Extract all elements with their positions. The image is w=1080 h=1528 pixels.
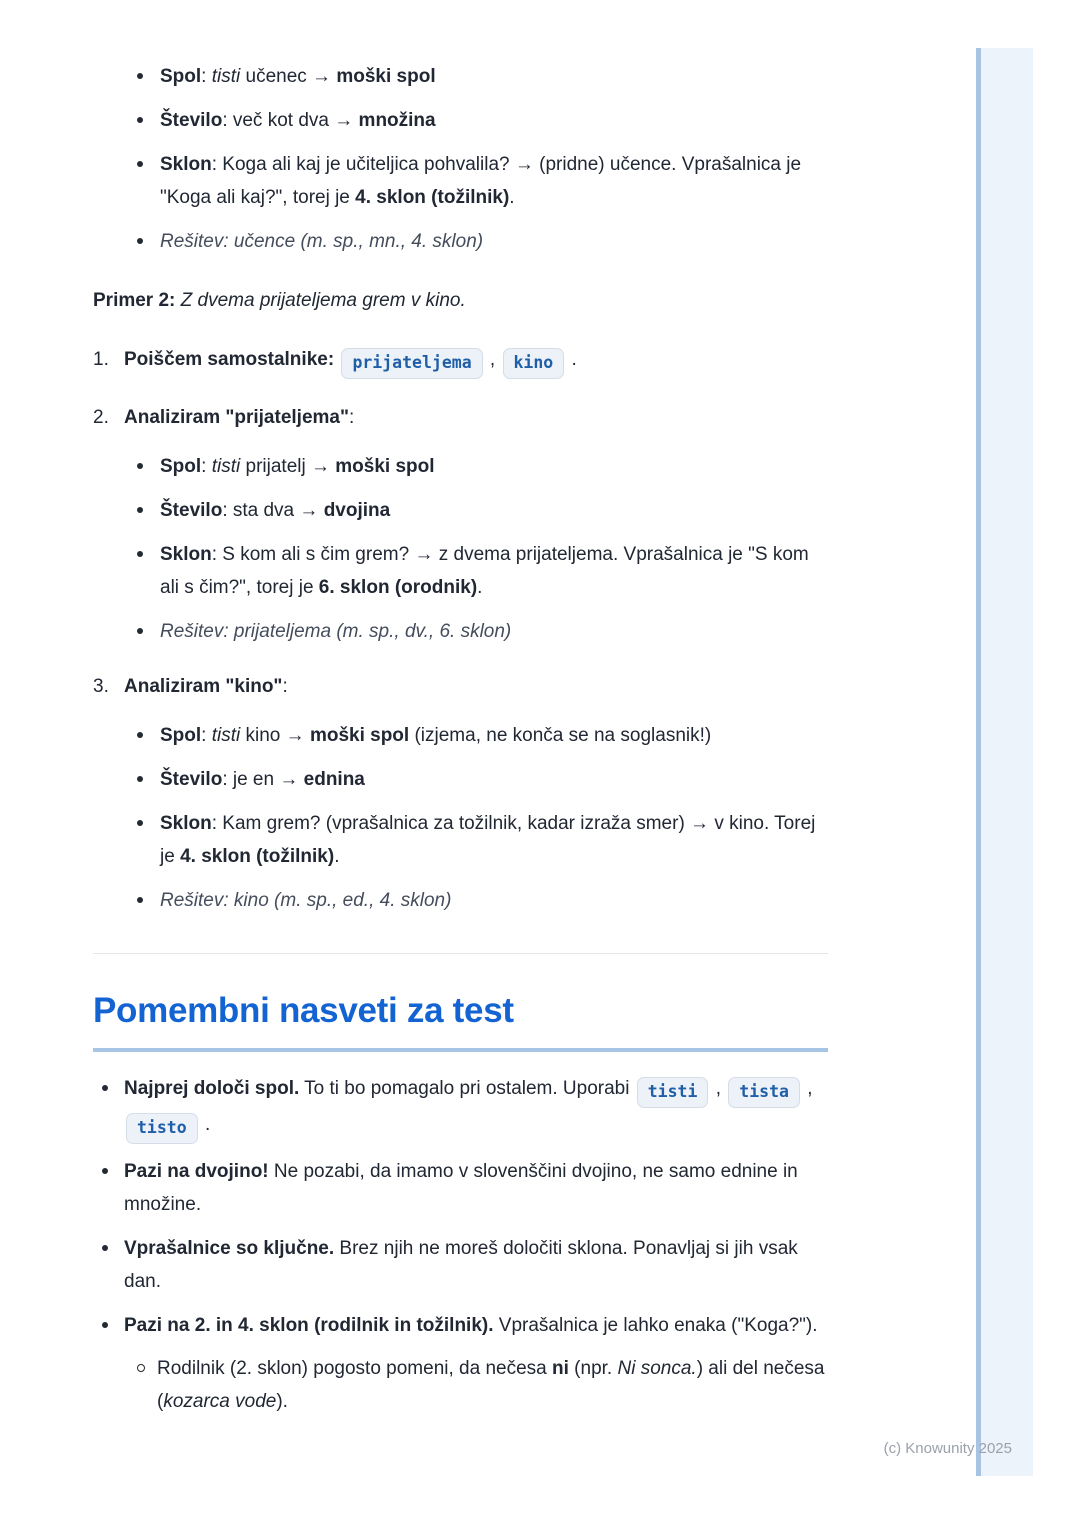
list-item-text (160, 104, 828, 137)
text-segment: : je en → (222, 769, 304, 790)
bullet-icon (137, 238, 143, 244)
text-segment: (izjema, ne konča se na soglasnik!) (409, 725, 712, 746)
list-item-text (160, 494, 828, 527)
text-segment: : (201, 725, 212, 746)
text-segment: Analiziram "kino" (124, 676, 283, 697)
text-segment: 4. sklon (tožilnik) (355, 187, 510, 208)
text-segment: kino → (240, 725, 310, 746)
text-segment: . (199, 1114, 211, 1135)
code-chip: prijateljema (341, 348, 482, 379)
bullet-icon (137, 551, 143, 557)
text-segment: Število (160, 769, 223, 790)
text-segment: Rešitev: kino (m. sp., ed., 4. sklon) (160, 890, 452, 911)
bullet-icon (137, 820, 143, 826)
text-segment: : več kot dva → (222, 110, 359, 131)
text-segment: prijatelj → (240, 456, 336, 477)
bullet-icon (102, 1245, 108, 1251)
text-segment: Ni sonca. (617, 1358, 697, 1379)
text-segment: : S kom ali s čim grem? → z dvema prijateljema. Vprašalnica je "S kom ali s čim?", torej je (160, 544, 809, 598)
text-segment: Pazi na 2. in 4. sklon (rodilnik in tožilnik). (124, 1315, 494, 1336)
text-segment: : (201, 456, 212, 477)
bullet-icon (102, 1085, 108, 1091)
list-item (93, 148, 828, 214)
text-segment: Rešitev: učence (m. sp., mn., 4. sklon) (160, 231, 484, 252)
list-item-text (124, 670, 828, 703)
text-segment: : sta dva → (222, 500, 324, 521)
list-item-text (160, 807, 828, 873)
code-chip: kino (503, 348, 565, 379)
list-item-text (160, 884, 828, 917)
text-segment: , (484, 349, 501, 370)
text-segment: Poiščem samostalnike: (124, 349, 340, 370)
list-item (124, 1352, 828, 1418)
text-segment: Pazi na dvojino! (124, 1161, 269, 1182)
section-heading: Pomembni nasveti za test (93, 990, 828, 1052)
text-segment: . (477, 577, 483, 598)
text-segment: učenec → (240, 66, 337, 87)
list-item (93, 401, 828, 648)
list-item (124, 763, 828, 796)
bullet-icon (102, 1322, 108, 1328)
text-segment: Sklon (160, 154, 212, 175)
text-segment: , (801, 1078, 813, 1099)
text-segment: Spol (160, 66, 202, 87)
text-segment: Brez njih ne moreš določiti sklona. Ponavljaj si jih vsak dan. (124, 1238, 798, 1292)
list-item (93, 225, 828, 258)
list-item-text (160, 538, 828, 604)
text-segment: : (282, 676, 288, 697)
text-segment: 4. sklon (tožilnik) (180, 846, 335, 867)
list-item (124, 450, 828, 483)
text-segment: Število (160, 500, 223, 521)
list-item (93, 1155, 828, 1221)
text-segment: Sklon (160, 544, 212, 565)
bullet-icon (137, 776, 143, 782)
list-item (124, 719, 828, 752)
bullet-list (93, 1072, 828, 1418)
list-item-text (160, 763, 828, 796)
bullet-list (124, 450, 828, 648)
item-number: 3. (93, 676, 109, 697)
text-segment: Sklon (160, 813, 212, 834)
item-number: 2. (93, 407, 109, 428)
item-number: 1. (93, 349, 109, 370)
text-segment: moški spol (309, 725, 410, 746)
list-item-text (157, 1352, 828, 1418)
list-item-text (160, 148, 828, 214)
bullet-icon (137, 73, 143, 79)
copyright-note: (c) Knowunity 2025 (883, 1440, 1012, 1457)
list-item-text (124, 401, 828, 434)
ordered-list (93, 343, 828, 917)
text-segment: : Kam grem? (vprašalnica za tožilnik, kadar izraža smer) → v kino. Torej je (160, 813, 816, 867)
text-segment: moški spol (336, 66, 436, 87)
list-item-text (124, 343, 828, 379)
list-item (124, 807, 828, 873)
text-segment: : (201, 66, 212, 87)
list-item (124, 494, 828, 527)
list-item-text (160, 615, 828, 648)
list-item-text (124, 1232, 828, 1298)
text-segment: tisti (211, 725, 241, 746)
code-chip: tisti (637, 1077, 709, 1108)
text-segment: ) ali del nečesa ( (157, 1358, 825, 1412)
text-segment: ednina (303, 769, 365, 790)
text-segment: 6. sklon (orodnik) (318, 577, 478, 598)
text-segment: : (349, 407, 355, 428)
text-segment: Z dvema prijateljema grem v kino. (180, 290, 466, 311)
list-item-text (160, 450, 828, 483)
text-segment: Analiziram "prijateljema" (124, 407, 349, 428)
list-item-text (160, 225, 828, 258)
text-segment: Spol (160, 725, 202, 746)
bullet-icon (137, 161, 143, 167)
text-segment: Najprej določi spol. (124, 1078, 300, 1099)
list-item (93, 1072, 828, 1144)
bullet-icon (137, 117, 143, 123)
code-chip: tista (728, 1077, 800, 1108)
text-segment: Primer 2: (93, 290, 176, 311)
example-sentence (93, 284, 828, 317)
list-item-text (124, 1309, 828, 1342)
text-segment: : Koga ali kaj je učiteljica pohvalila? → (pridne) učence. Vprašalnica je "Koga ali kaj?", torej je (160, 154, 802, 208)
text-segment: . (509, 187, 515, 208)
text-segment: Spol (160, 456, 202, 477)
bullet-list (93, 60, 828, 258)
list-item-text (124, 1155, 828, 1221)
text-segment: moški spol (335, 456, 435, 477)
text-segment: ). (276, 1391, 288, 1412)
list-item (93, 670, 828, 917)
bullet-icon (137, 897, 143, 903)
text-segment: ni (552, 1358, 569, 1379)
text-segment: tisti (211, 456, 241, 477)
text-segment: tisti (211, 66, 241, 87)
bullet-icon (137, 628, 143, 634)
list-item (93, 104, 828, 137)
list-item-text (160, 60, 828, 93)
bullet-icon (137, 732, 143, 738)
code-chip: tisto (126, 1113, 198, 1144)
bullet-icon (137, 463, 143, 469)
text-segment: . (334, 846, 340, 867)
list-item (124, 615, 828, 648)
circle-bullet-icon (137, 1364, 145, 1372)
text-segment: dvojina (323, 500, 391, 521)
text-segment: , (710, 1078, 727, 1099)
text-segment: To ti bo pomagalo pri ostalem. Uporabi (299, 1078, 635, 1099)
page-scrollbar[interactable] (976, 48, 1033, 1476)
text-segment: Vprašalnica je lahko enaka ("Koga?"). (493, 1315, 818, 1336)
text-segment: Rešitev: prijateljema (m. sp., dv., 6. sklon) (160, 621, 512, 642)
bullet-list (124, 1352, 828, 1418)
text-segment: . (566, 349, 577, 370)
text-segment: Število (160, 110, 223, 131)
list-item (124, 538, 828, 604)
text-segment: kozarca vode (163, 1391, 277, 1412)
text-segment: (npr. (568, 1358, 618, 1379)
bullet-list (124, 719, 828, 917)
section-divider (93, 953, 828, 954)
text-segment: množina (358, 110, 436, 131)
list-item (124, 884, 828, 917)
list-item (93, 1232, 828, 1298)
list-item (93, 343, 828, 379)
text-segment: Vprašalnice so ključne. (124, 1238, 335, 1259)
text-segment: Ne pozabi, da imamo v slovenščini dvojino, ne samo ednine in množine. (124, 1161, 798, 1215)
list-item-text (160, 719, 828, 752)
document-body (93, 0, 828, 1438)
text-segment: Rodilnik (2. sklon) pogosto pomeni, da nečesa (157, 1358, 553, 1379)
bullet-icon (102, 1168, 108, 1174)
list-item (93, 60, 828, 93)
list-item (93, 1309, 828, 1418)
list-item-text (124, 1072, 828, 1144)
bullet-icon (137, 507, 143, 513)
